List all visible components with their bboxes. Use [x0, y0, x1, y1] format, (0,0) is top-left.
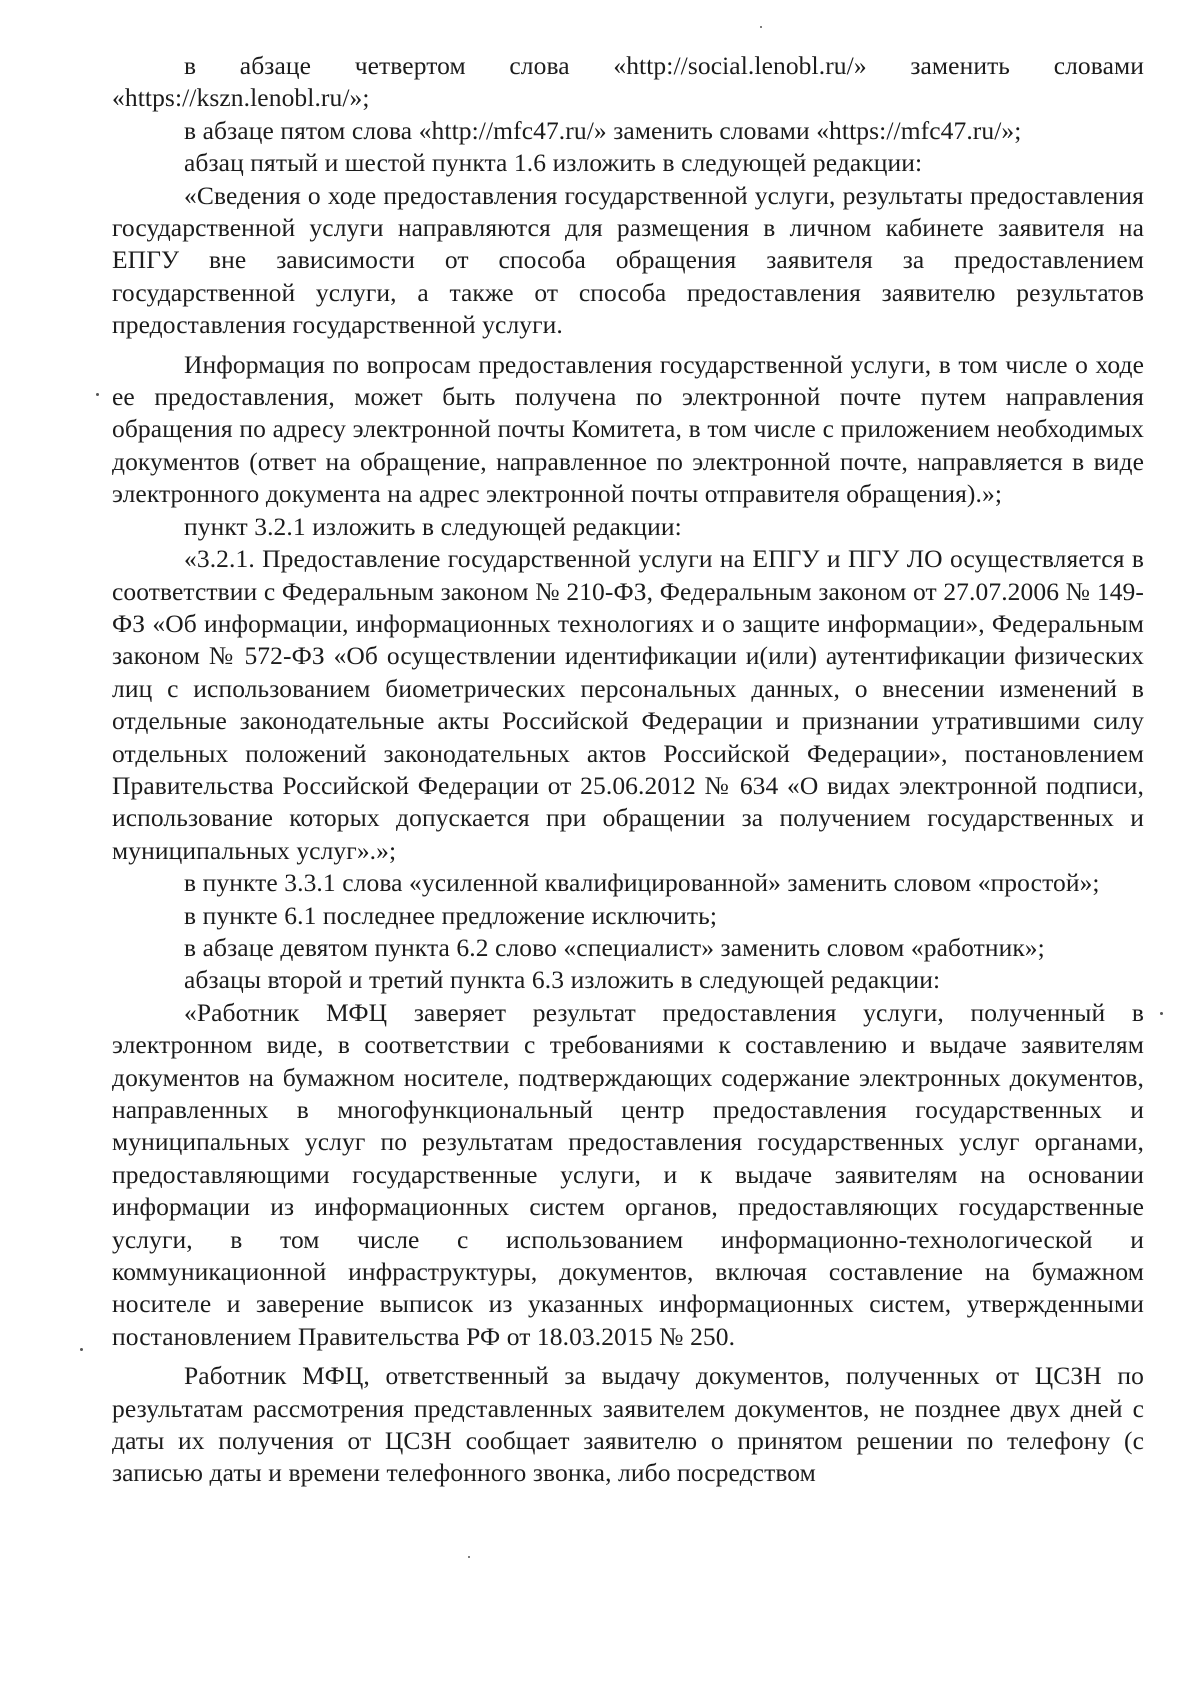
- paragraph-4: «Сведения о ходе предоставления государственной услуги, результаты предоставления государственной услуги направляются для размещения в личном кабинете заявителя на ЕПГУ вне зависимости от способа обращения заявителя за предоставлением государственной услуги, а также от способа предоставления заявителю результатов предоставления государственной услуги.: [112, 180, 1144, 340]
- paragraph-1: в абзаце четвертом слова «http://social.lenobl.ru/» заменить словами «https://kszn.lenobl.ru/»;: [112, 51, 1144, 113]
- paragraph-7: «3.2.1. Предоставление государственной услуги на ЕПГУ и ПГУ ЛО осуществляется в соответствии с Федеральным законом № 210-ФЗ, Федеральным законом от 27.07.2006 № 149-ФЗ «Об информации, информационных технологиях и о защите информации», Федеральным законом № 572-ФЗ «Об осуществлении идентификации и(или) аутентификации физических лиц с использованием биометрических персональных данных, о внесении изменений в отдельные законодательные акты Российской Федерации и признании утратившими силу отдельных положений законодательных актов Российской Федерации», постановлением Правительства Российской Федерации от 25.06.2012 № 634 «О видах электронной подписи, использование которых допускается при обращении за получением государственных и муниципальных услуг».»;: [112, 544, 1144, 865]
- paragraph-5: Информация по вопросам предоставления государственной услуги, в том числе о ходе ее предоставления, может быть получена по электронной почте путем направления обращения по адресу электронной почты Комитета, в том числе с приложением необходимых документов (ответ на обращение, направленное по электронной почте, направляется в виде электронного документа на адрес электронной почты отправителя обращения).»;: [112, 349, 1144, 509]
- paragraph-8: в пункте 3.3.1 слова «усиленной квалифицированной» заменить словом «простой»;: [184, 868, 1100, 898]
- paragraph-10: в абзаце девятом пункта 6.2 слово «специалист» заменить словом «работник»;: [184, 932, 1045, 962]
- scan-speck: [1160, 1012, 1163, 1015]
- paragraph-3: абзац пятый и шестой пункта 1.6 изложить в следующей редакции:: [184, 148, 923, 178]
- scan-speck: [80, 1348, 83, 1351]
- paragraph-9: в пункте 6.1 последнее предложение исключить;: [184, 900, 718, 930]
- scan-speck: [468, 1556, 470, 1558]
- paragraph-12: «Работник МФЦ заверяет результат предоставления услуги, полученный в электронном виде, в соответствии с требованиями к составлению и выдаче заявителям документов на бумажном носителе, подтверждающих содержание электронных документов, направленных в многофункциональный центр предоставления государственных и муниципальных услуг по результатам предоставления государственных услуг органами, предоставляющими государственные услуги, и к выдаче заявителям на основании информации из информационных систем органов, предоставляющих государственные услуги, в том числе с использованием информационно-технологической и коммуникационной инфраструктуры, документов, включая составление на бумажном носителе и заверение выписок из указанных информационных систем, утвержденными постановлением Правительства РФ от 18.03.2015 № 250.: [112, 997, 1144, 1351]
- scan-speck: [760, 26, 762, 28]
- paragraph-13: Работник МФЦ, ответственный за выдачу документов, полученных от ЦСЗН по результатам рассмотрения представленных заявителем документов, не позднее двух дней с даты их получения от ЦСЗН сообщает заявителю о принятом решении по телефону (с записью даты и времени телефонного звонка, либо посредством: [112, 1361, 1144, 1488]
- paragraph-11: абзацы второй и третий пункта 6.3 изложить в следующей редакции:: [184, 965, 941, 995]
- paragraph-6: пункт 3.2.1 изложить в следующей редакции:: [184, 511, 682, 541]
- scan-speck: [96, 393, 99, 396]
- paragraph-2: в абзаце пятом слова «http://mfc47.ru/» заменить словами «https://mfc47.ru/»;: [184, 115, 1022, 145]
- document-body: [112, 50, 1144, 1490]
